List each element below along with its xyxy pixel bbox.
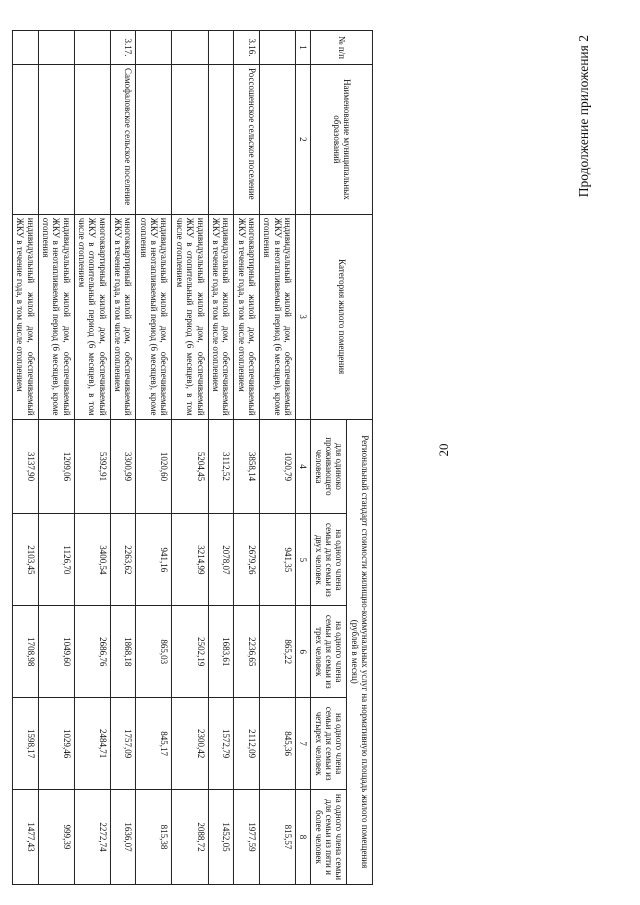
municipality-name: Россошенское сельское поселение <box>234 64 260 214</box>
cost-value: 1209,06 <box>38 419 74 514</box>
cost-value: 1020,79 <box>259 419 295 514</box>
table-row <box>172 31 208 885</box>
cost-value: 1049,60 <box>38 606 74 698</box>
table-body <box>13 31 296 885</box>
header-col4: для одиноко проживающего человека <box>311 419 347 514</box>
cost-value: 2502,19 <box>172 606 208 698</box>
cost-value: 3214,99 <box>172 514 208 606</box>
cost-value: 2236,65 <box>234 606 260 698</box>
table-row <box>136 31 172 885</box>
cost-value: 2078,07 <box>208 514 234 606</box>
column-number: 5 <box>295 514 310 606</box>
table-row <box>74 31 110 885</box>
cost-value: 2263,62 <box>110 514 136 606</box>
housing-category: индивидуальный жилой дом, обеспечиваемый ЖКУ в течение года, в том числе отоплением <box>208 214 234 419</box>
housing-category: многоквартирный жилой дом, обеспечиваемый ЖКУ в течение года, в том числе отоплением <box>234 214 260 419</box>
column-number: 4 <box>295 419 310 514</box>
cost-value: 1868,18 <box>110 606 136 698</box>
cost-value: 3300,99 <box>110 419 136 514</box>
column-number-row <box>295 31 310 885</box>
cost-value: 865,03 <box>136 606 172 698</box>
cost-value: 845,17 <box>136 698 172 790</box>
housing-category: индивидуальный жилой дом, обеспечиваемый ЖКУ в отопительный период (6 месяцев), в том числе отоплением <box>172 214 208 419</box>
cost-value: 941,35 <box>259 514 295 606</box>
municipality-name: Самофаловское сельское поселение <box>110 64 136 214</box>
cost-value: 2112,09 <box>234 698 260 790</box>
cost-value: 941,16 <box>136 514 172 606</box>
header-col5: на одного члена семьи для семьи из двух человек <box>311 514 347 606</box>
header-row-1 <box>347 31 373 885</box>
cost-value: 2686,76 <box>74 606 110 698</box>
cost-value: 1020,60 <box>136 419 172 514</box>
cost-value: 1977,59 <box>234 790 260 885</box>
municipality-name <box>74 64 110 214</box>
cost-value: 2088,72 <box>172 790 208 885</box>
cost-value: 1477,43 <box>13 790 39 885</box>
housing-category: индивидуальный жилой дом, обеспечиваемый ЖКУ в неотапливаемый период (6 месяцев), кроме отопления <box>136 214 172 419</box>
housing-category: индивидуальный жилой дом, обеспечиваемый ЖКУ в неотапливаемый период (6 месяцев), кроме отопления <box>259 214 295 419</box>
cost-value: 5204,45 <box>172 419 208 514</box>
cost-value: 3858,14 <box>234 419 260 514</box>
housing-category: многоквартирный жилой дом, обеспечиваемый ЖКУ в течение года, в том числе отоплением <box>110 214 136 419</box>
cost-value: 1572,79 <box>208 698 234 790</box>
page-number: 20 <box>436 443 451 457</box>
cost-value: 3137,90 <box>13 419 39 514</box>
row-number: 3.16. <box>234 31 260 65</box>
municipality-name <box>208 64 234 214</box>
housing-category: индивидуальный жилой дом, обеспечиваемый ЖКУ в неотапливаемый период (6 месяцев), кроме отопления <box>38 214 74 419</box>
municipality-name <box>259 64 295 214</box>
row-number <box>136 31 172 65</box>
row-number: 3.17. <box>110 31 136 65</box>
municipality-name <box>172 64 208 214</box>
cost-value: 1757,09 <box>110 698 136 790</box>
cost-value: 1598,17 <box>13 698 39 790</box>
header-col6: на одного члена семьи для семьи из трех человек <box>311 606 347 698</box>
column-number: 6 <box>295 606 310 698</box>
appendix-note: Продолжение приложения 2 <box>576 35 591 198</box>
table-row <box>110 31 136 885</box>
column-number: 2 <box>295 64 310 214</box>
cost-value: 2679,26 <box>234 514 260 606</box>
table-row <box>208 31 234 885</box>
municipality-name <box>38 64 74 214</box>
row-number <box>259 31 295 65</box>
header-standard-title: Региональный стандарт стоимости жилищно-коммунальных услуг на нормативную площадь жилого помещения (рублей в месяц) <box>347 419 373 884</box>
cost-value: 2484,71 <box>74 698 110 790</box>
municipality-name <box>13 64 39 214</box>
header-col7: на одного члена семьи для семьи из четырех человек <box>311 698 347 790</box>
cost-value: 1708,98 <box>13 606 39 698</box>
cost-value: 865,22 <box>259 606 295 698</box>
housing-category: многоквартирный жилой дом, обеспечиваемый ЖКУ в отопительный период (6 месяцев), в том числе отоплением <box>74 214 110 419</box>
row-number <box>13 31 39 65</box>
cost-value: 3112,52 <box>208 419 234 514</box>
column-number: 7 <box>295 698 310 790</box>
cost-value: 2272,74 <box>74 790 110 885</box>
header-col8: на одного члена семьи для семьи из пяти и более человек <box>311 790 347 885</box>
column-number: 3 <box>295 214 310 419</box>
header-name: Наименование муниципальных образований <box>311 64 373 214</box>
cost-value: 2103,45 <box>13 514 39 606</box>
header-no: № п/п <box>311 31 373 65</box>
column-number: 1 <box>295 31 310 65</box>
cost-value: 3400,54 <box>74 514 110 606</box>
cost-value: 1452,05 <box>208 790 234 885</box>
municipality-name <box>136 64 172 214</box>
cost-value: 845,36 <box>259 698 295 790</box>
cost-value: 1029,46 <box>38 698 74 790</box>
row-number <box>172 31 208 65</box>
cost-value: 999,39 <box>38 790 74 885</box>
cost-value: 1126,70 <box>38 514 74 606</box>
table-row <box>234 31 260 885</box>
cost-value: 2300,42 <box>172 698 208 790</box>
table-row <box>259 31 295 885</box>
cost-value: 1683,61 <box>208 606 234 698</box>
row-number <box>208 31 234 65</box>
cost-value: 5392,91 <box>74 419 110 514</box>
row-number <box>38 31 74 65</box>
header-category: Категория жилого помещения <box>311 214 373 419</box>
table-row <box>13 31 39 885</box>
cost-value: 815,38 <box>136 790 172 885</box>
table-row <box>38 31 74 885</box>
cost-value: 815,57 <box>259 790 295 885</box>
standard-cost-table <box>12 30 373 885</box>
housing-category: индивидуальный жилой дом, обеспечиваемый ЖКУ в течение года, в том числе отоплением <box>13 214 39 419</box>
column-number: 8 <box>295 790 310 885</box>
cost-value: 1636,07 <box>110 790 136 885</box>
row-number <box>74 31 110 65</box>
